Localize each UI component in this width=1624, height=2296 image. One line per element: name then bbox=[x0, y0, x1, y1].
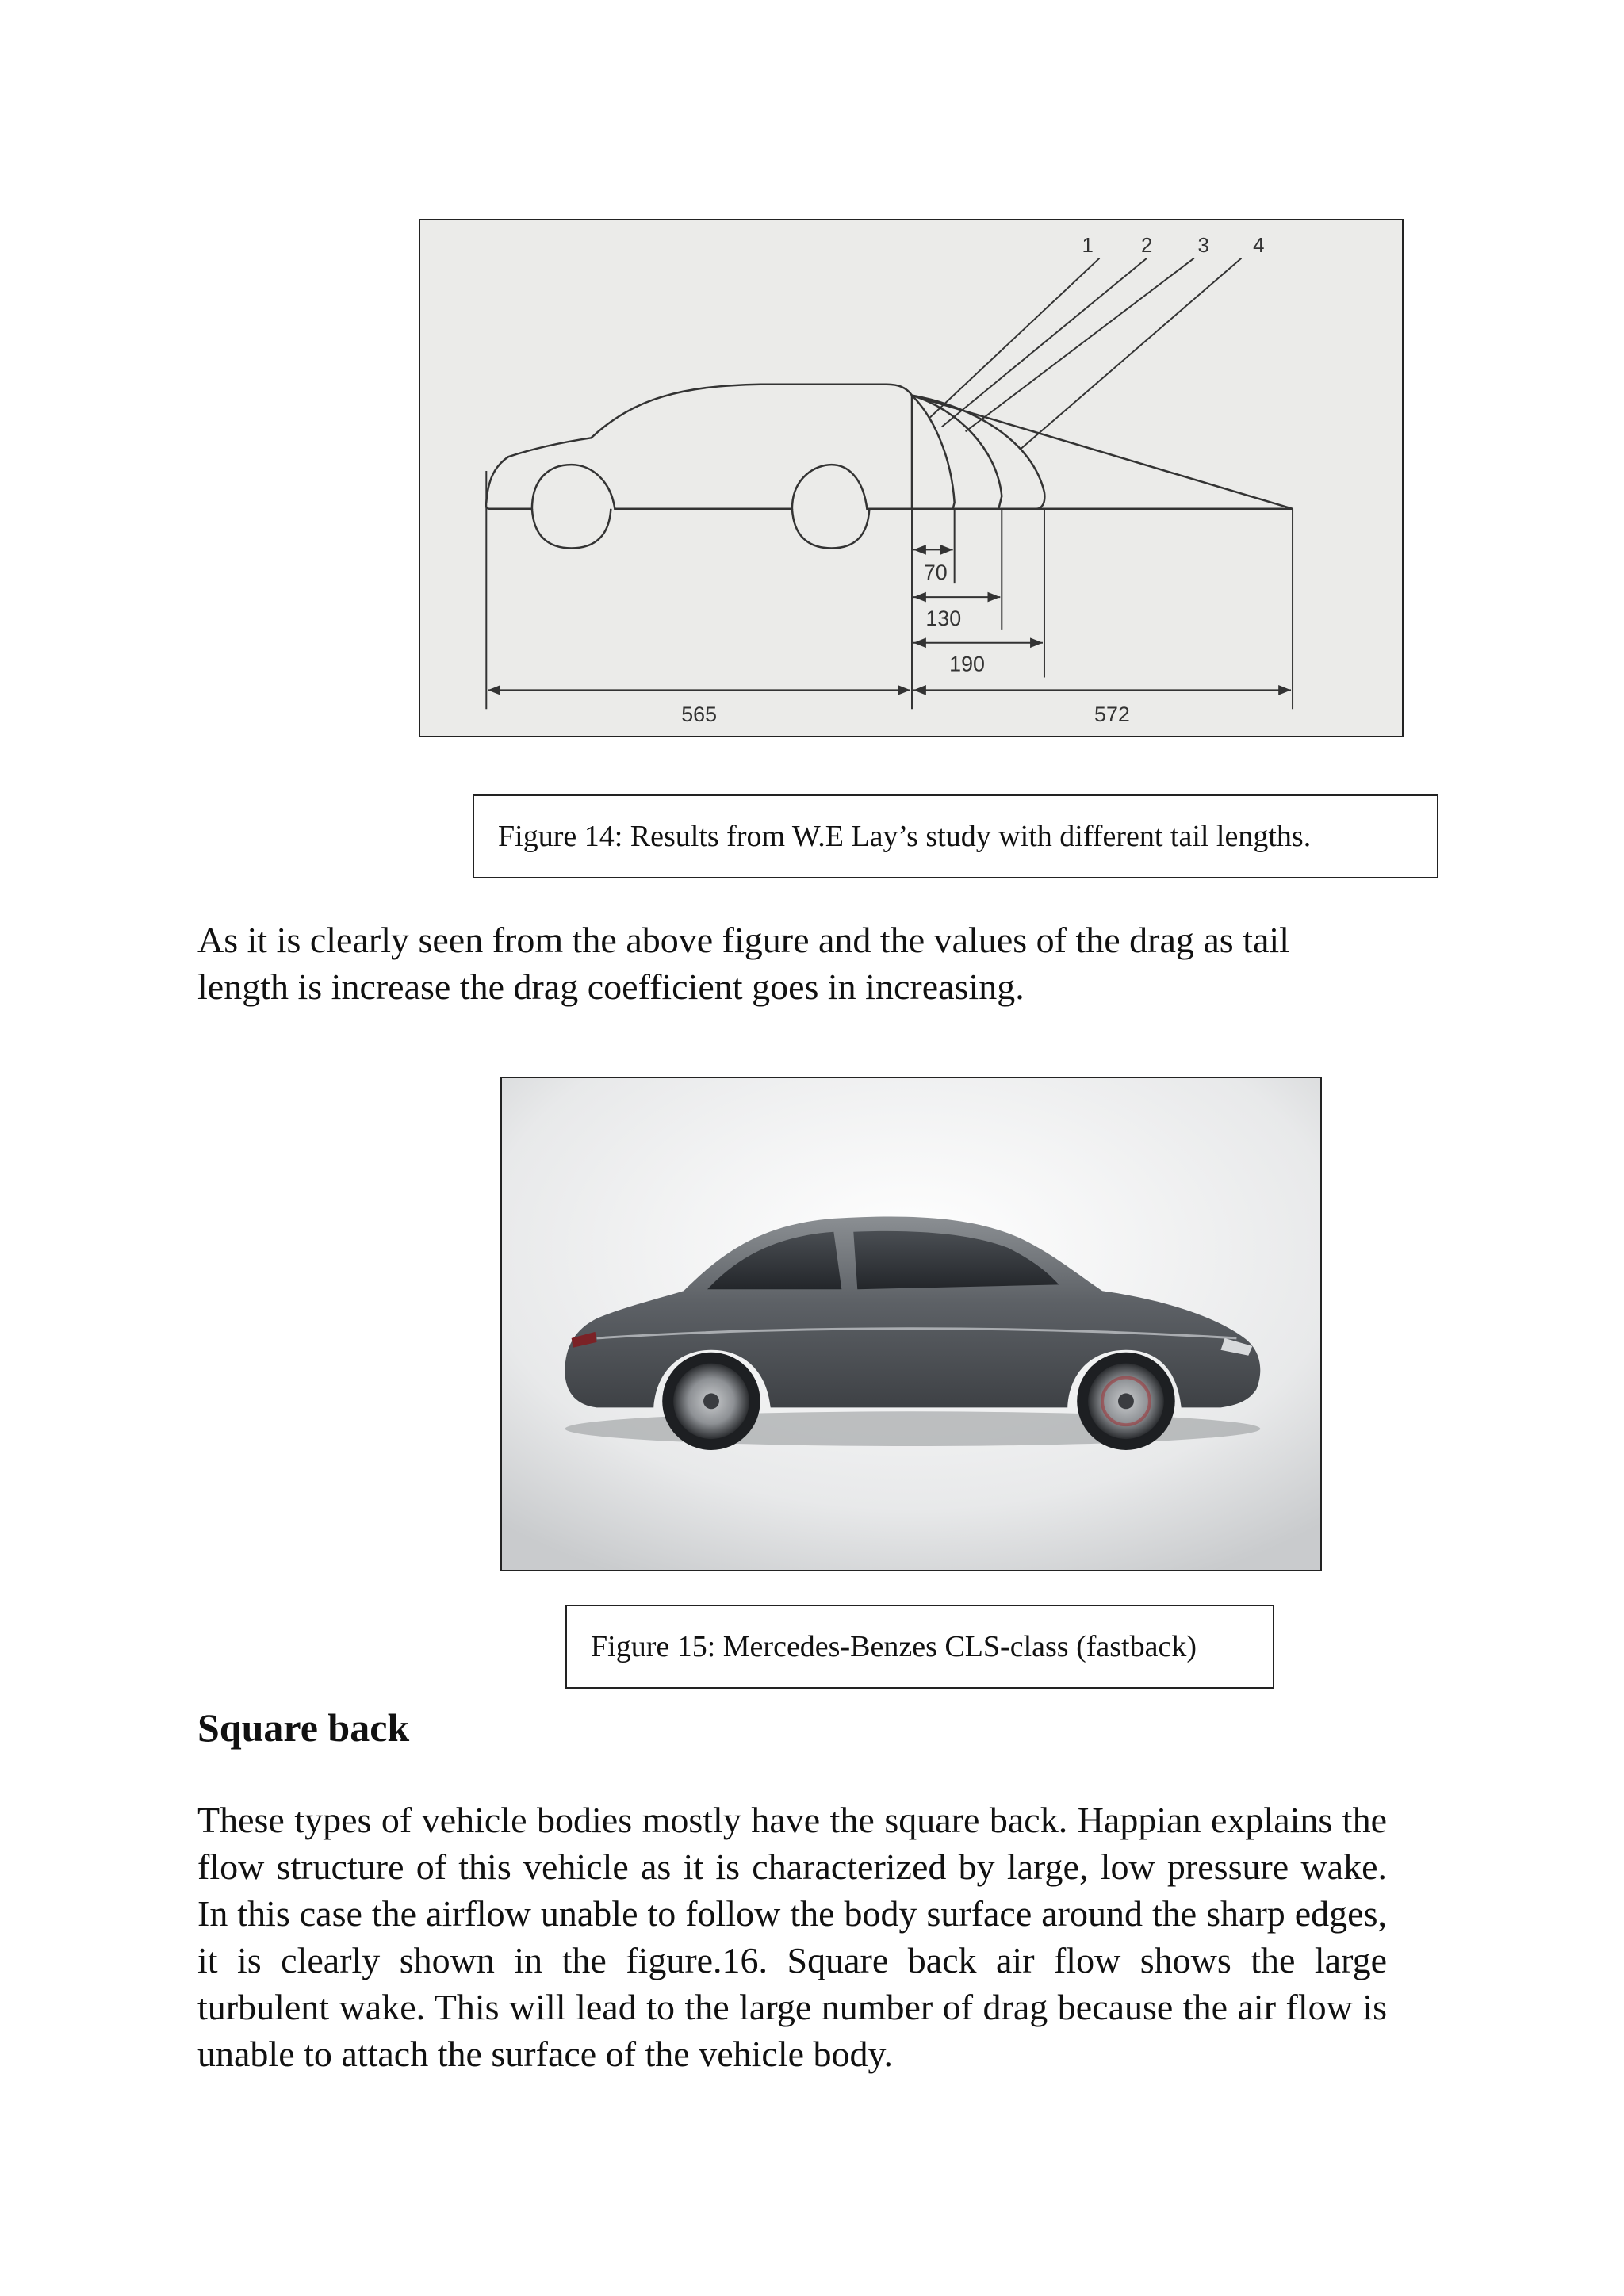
figure-15-caption bbox=[565, 1605, 1274, 1689]
marker-4: 4 bbox=[1253, 234, 1265, 257]
dim-label-565: 565 bbox=[681, 702, 718, 727]
leader-line-4 bbox=[1021, 258, 1241, 450]
marker-1: 1 bbox=[1082, 234, 1094, 257]
section-heading: Square back bbox=[197, 1705, 410, 1750]
figure-14-drawing bbox=[419, 219, 1404, 737]
marker-3: 3 bbox=[1197, 234, 1209, 257]
dim-label-572: 572 bbox=[1094, 702, 1130, 727]
leader-line-2 bbox=[942, 258, 1147, 427]
paragraph-square-back: These types of vehicle bodies mostly have the square back. Happian explains the flow structure of this vehicle as it is characterized by large, low pressure wake. In this case the airflow unable to follow the body surface around the sharp edges, it is clearly shown in the figure.16. Square back air flow shows the large turbulent wake. This will lead to the large number of drag because the air flow is unable to attach the surface of the vehicle body. bbox=[197, 1800, 1387, 2074]
dim-label-190: 190 bbox=[949, 652, 985, 676]
paragraph-tail-length: As it is clearly seen from the above figure and the values of the drag as tail length is increase the drag coefficient goes in increasing. bbox=[197, 920, 1289, 1007]
dim-label-130: 130 bbox=[925, 606, 962, 630]
leader-line-3 bbox=[966, 258, 1194, 432]
tail-length-diagram bbox=[420, 220, 1402, 736]
figure-15-photo bbox=[500, 1077, 1322, 1571]
rear-wheel-photo bbox=[662, 1353, 760, 1450]
marker-2: 2 bbox=[1140, 234, 1153, 257]
car-body-outline bbox=[486, 385, 912, 509]
tail-variant-572 bbox=[912, 396, 1293, 509]
tail-variant-190 bbox=[912, 396, 1044, 509]
front-wheel-photo bbox=[1077, 1353, 1175, 1450]
dim-label-70: 70 bbox=[923, 561, 948, 585]
figure-14-caption-text: Figure 14: Results from W.E Lay’s study with different tail lengths. bbox=[498, 820, 1312, 853]
front-wheel bbox=[792, 509, 869, 549]
rear-wheel bbox=[532, 509, 611, 549]
figure-15-caption-text: Figure 15: Mercedes-Benzes CLS-class (fastback) bbox=[591, 1630, 1197, 1663]
car-photo-illustration bbox=[502, 1078, 1320, 1570]
figure-14-caption bbox=[473, 794, 1438, 878]
